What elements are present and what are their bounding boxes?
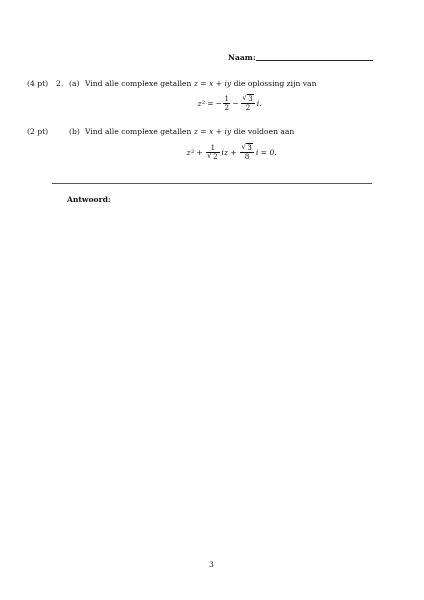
q2b-text-before: Vind alle complexe getallen [85, 127, 192, 136]
eq2-frac2-denominator: 8 [244, 153, 250, 162]
sqrt-symbol: √ 3 [241, 144, 252, 152]
eq1-trail: i. [256, 99, 262, 109]
q2b-part-label: (b) [69, 127, 80, 136]
eq2-exponent: 2 [191, 148, 195, 155]
name-field-line[interactable] [256, 60, 373, 61]
eq2-trail: i = 0. [255, 148, 277, 158]
eq1-frac2-numerator [241, 95, 254, 103]
eq1-minus2: − [232, 99, 239, 109]
eq2-iz: iz [221, 148, 228, 158]
sqrt-symbol: √ 2 [207, 153, 218, 161]
q2a-points: (4 pt) [27, 79, 49, 88]
page-number: 3 [209, 560, 214, 569]
eq1-frac1-numerator: 1 [224, 95, 229, 103]
eq2-fraction-root3-over-8 [240, 144, 253, 161]
q2b-text-after: die voldoen aan [233, 127, 295, 136]
eq2-lhs: z [186, 148, 191, 158]
eq1-frac2-denominator: 2 [245, 104, 251, 113]
eq2-frac1-numerator: 1 [210, 144, 216, 152]
eq2-plus1: + [196, 148, 203, 158]
q2a-expression: z = x + iy [193, 79, 232, 88]
eq2-frac1-denominator [206, 153, 219, 161]
equation-b [186, 144, 277, 161]
q2a-part-label: (a) [69, 79, 80, 88]
q2a-text-before: Vind alle complexe getallen [85, 79, 192, 88]
section-divider [52, 183, 372, 184]
q2b-text [85, 128, 294, 136]
eq2-fraction-inv-root2 [206, 144, 219, 161]
q2a-text-after: die oplossing zijn van [233, 79, 317, 88]
eq1-lhs: z [197, 99, 202, 109]
eq1-fraction-root3 [241, 95, 254, 112]
eq1-exponent: 2 [202, 99, 206, 106]
eq2-plus2: + [230, 148, 237, 158]
answer-area[interactable] [52, 210, 372, 550]
eq2-frac2-numerator [240, 144, 253, 152]
q2a-text [85, 80, 316, 88]
equation-a [197, 95, 262, 112]
sqrt-symbol: √ 3 [242, 95, 253, 103]
eq1-equals: = [207, 99, 214, 109]
q2b-points: (2 pt) [27, 127, 49, 136]
name-label: Naam: [228, 53, 256, 62]
q2b-expression: z = x + iy [193, 127, 232, 136]
question-number: 2. [56, 79, 64, 88]
eq1-minus: − [215, 99, 222, 109]
answer-label: Antwoord: [67, 195, 111, 204]
eq1-frac1-denominator: 2 [224, 104, 229, 113]
eq1-fraction-half [223, 95, 229, 112]
